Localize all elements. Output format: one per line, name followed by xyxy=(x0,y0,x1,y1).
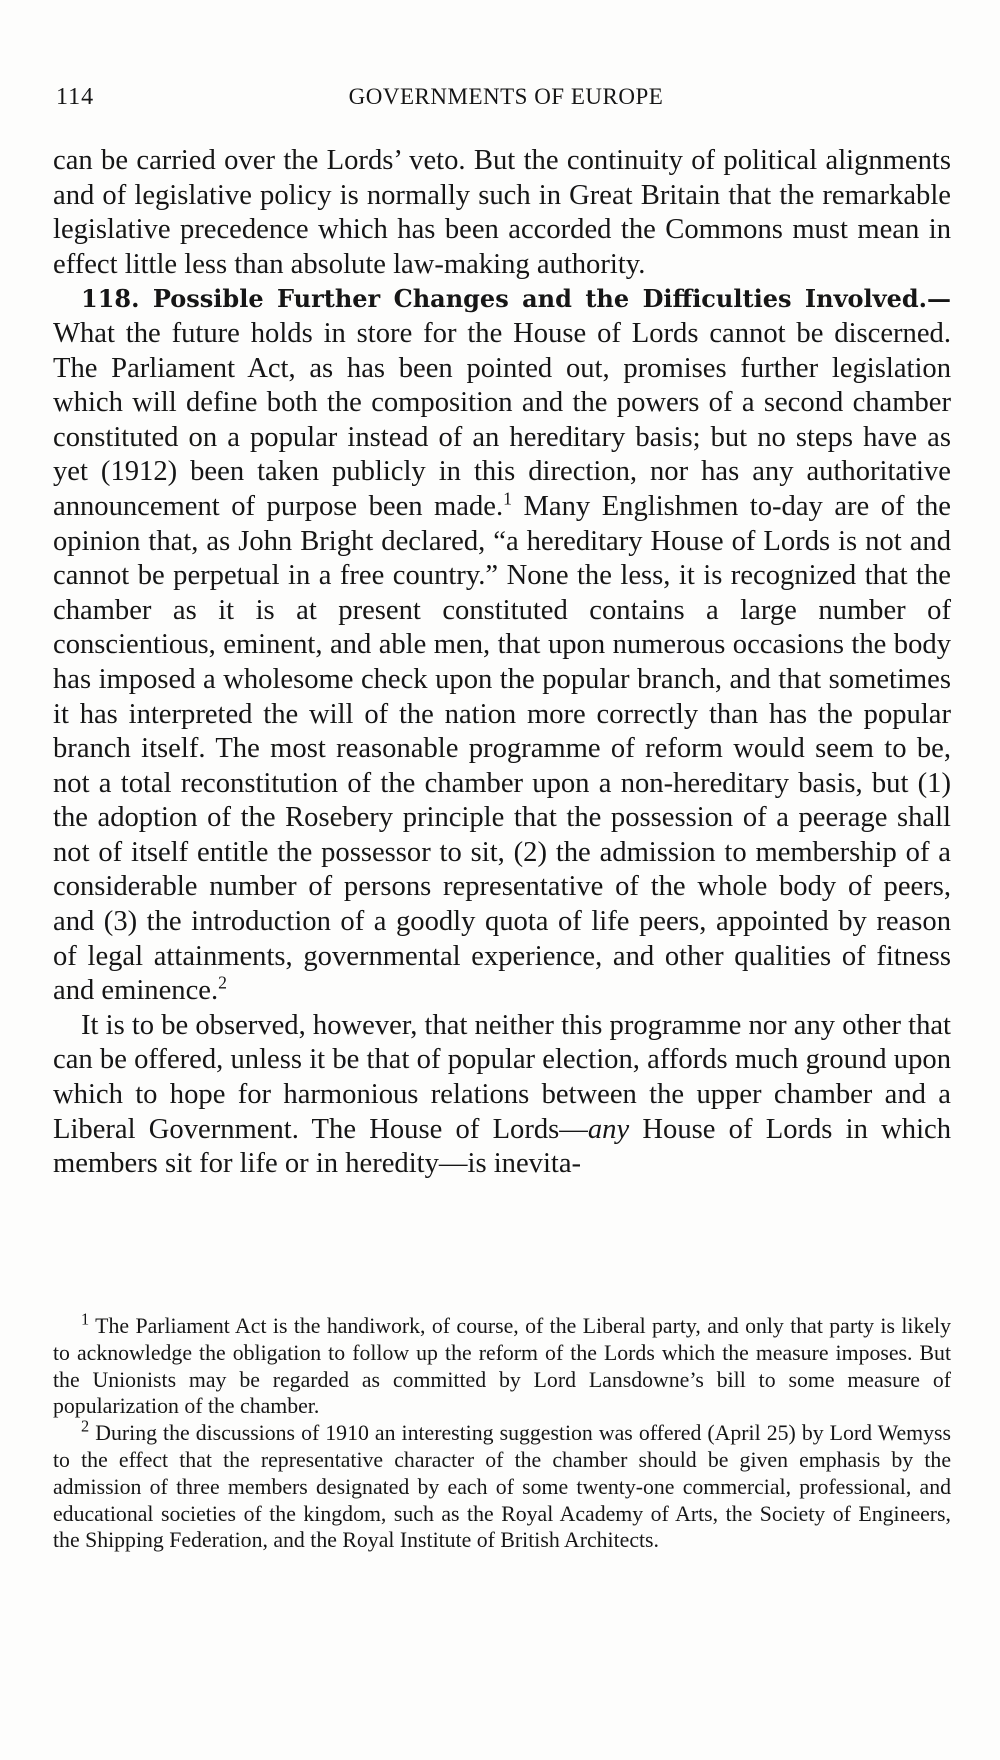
footnote-1-marker: 1 xyxy=(81,1309,90,1329)
paragraph-continuation xyxy=(53,144,951,282)
paragraph-2-text-b: Many Englishmen to-day are of the opinion that, as John Bright declared, “a hereditary House of Lords is not and cannot be perpetual in a free country.” None the less, it is recognized that the chamber as it is at present constituted contains a large number of conscientious, eminent, and able men, that upon numerous occasions the body has imposed a wholesome check upon the popular branch, and that sometimes it has interpreted the will of the nation more correctly than has the popular branch itself. The most reasonable programme of reform would seem to be, not a total reconstitution of the chamber upon a non-hereditary basis, but (1) the adoption of the Rosebery principle that the possession of a peerage shall not of itself entitle the possessor to sit, (2) the admission to membership of a considerable number of persons representative of the whole body of peers, and (3) the introduction of a goodly quota of life peers, appointed by reason of legal attainments, governmental experience, and other qualities of fitness and eminence. xyxy=(53,490,951,1007)
paragraph-3-text-b: House of Lords in which members sit for life or in heredity—is inevita- xyxy=(53,1113,951,1180)
paragraph-section-118 xyxy=(53,282,951,1008)
footnote-2-marker: 2 xyxy=(81,1416,90,1436)
footnote-2-text: During the discussions of 1910 an interesting suggestion was offered (April 25) by Lord Wemyss to the effect that the representative character of the chamber should be given emphasis by the admission of three members designated by each of some twenty-one commercial, professional, and educational societies of the kingdom, such as the Royal Academy of Arts, the Society of Engineers, the Shipping Federation, and the Royal Institute of British Architects. xyxy=(53,1421,952,1553)
emphasis-any: any xyxy=(587,1113,630,1145)
paragraph-observation xyxy=(53,1009,951,1182)
running-head xyxy=(56,84,956,114)
footnote-1 xyxy=(53,1309,951,1420)
footnote-ref-1: 1 xyxy=(503,488,512,509)
running-title: GOVERNMENTS OF EUROPE xyxy=(348,84,664,109)
body-text xyxy=(53,144,951,1182)
section-heading: 118. Possible Further Changes and the Difficulties Involved.— xyxy=(81,284,951,314)
paragraph-1-text: can be carried over the Lords’ veto. But the continuity of political alignments and of legislative policy is normally such in Great Britain that the remarkable legislative precedence which has been accorded the Commons must mean in effect little less than absolute law-making authority. xyxy=(53,145,951,280)
page-number: 114 xyxy=(56,84,95,110)
paragraph-3-text-a: It is to be observed, however, that neither this programme nor any other that can be offered, unless it be that of popular election, affords much ground upon which to hope for harmonious relations between the upper chamber and a Liberal Government. The House of Lords— xyxy=(53,1009,951,1145)
footnote-ref-2: 2 xyxy=(218,972,227,993)
footnotes xyxy=(53,1309,952,1554)
paragraph-2-text-a: What the future holds in store for the House of Lords cannot be discerned. The Parliament Act, as has been pointed out, promises further legislation which will define both the composition and the powers of a second chamber constituted on a popular instead of an hereditary basis; but no steps have as yet (1912) been taken publicly in this direction, nor has any authoritative announcement of purpose been made. xyxy=(53,317,951,522)
footnote-2 xyxy=(53,1416,952,1554)
footnote-1-text: The Parliament Act is the handiwork, of course, of the Liberal party, and only that party is likely to acknowledge the obligation to follow up the reform of the Lords which the measure imposes. But the Unionists may be regarded as committed by Lord Lansdowne’s bill to some measure of popularization of the chamber. xyxy=(53,1314,951,1419)
